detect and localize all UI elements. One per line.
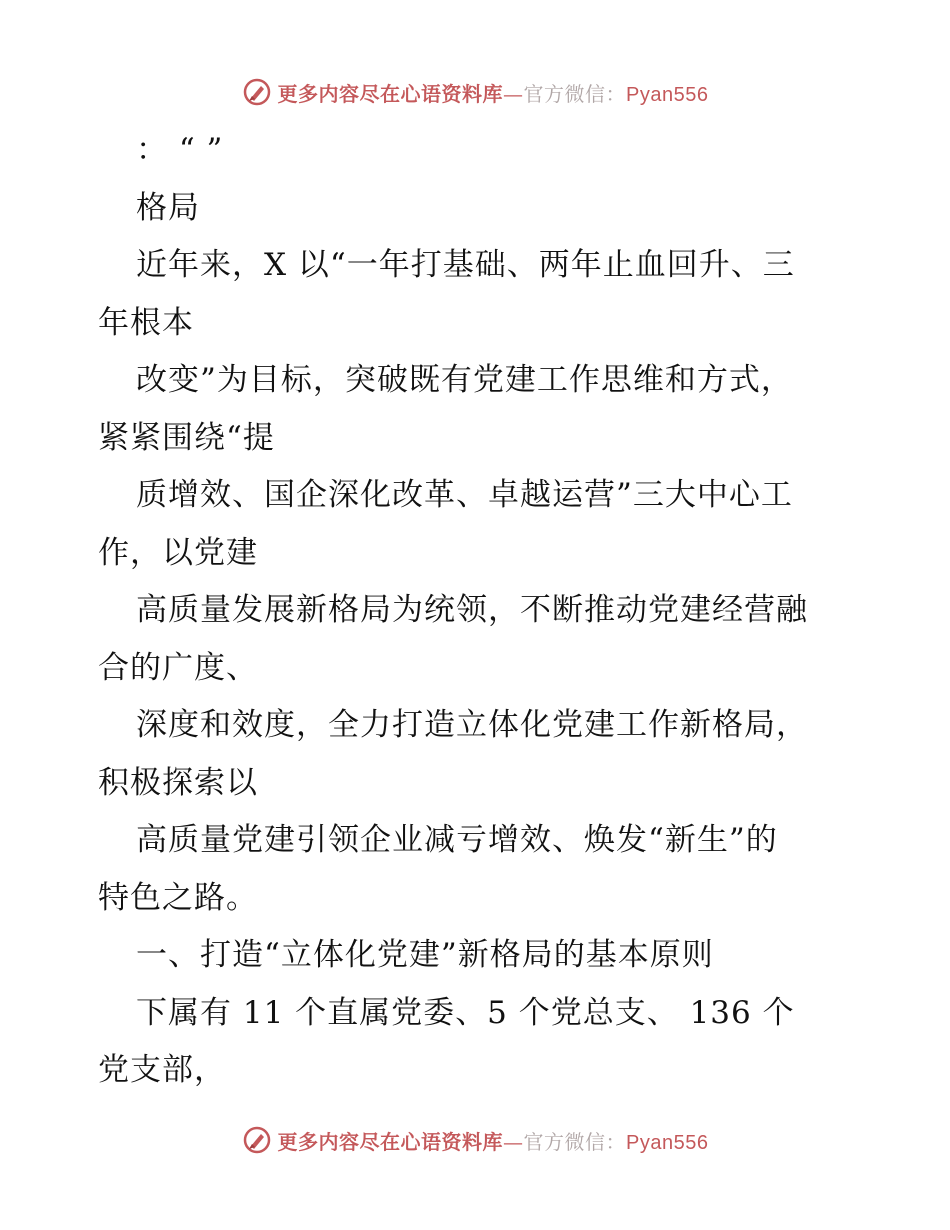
document-line: 下属有 11 个直属党委、5 个党总支、 136 个 <box>136 994 795 1031</box>
banner-wechat-label: 官方微信： <box>523 81 627 106</box>
document-line: 党支部， <box>98 1052 226 1088</box>
banner-separator: — <box>503 81 524 106</box>
document-line: 近年来，X 以“一年打基础、两年止血回升、三 <box>136 247 795 283</box>
banner-wechat-label: 官方微信： <box>523 1129 627 1154</box>
document-line: 格局 <box>136 189 200 226</box>
banner-text <box>278 1126 709 1155</box>
document-line: 高质量党建引领企业减亏增效、焕发“新生”的 <box>136 822 778 858</box>
header-banner <box>0 72 950 112</box>
document-line: 作，以党建 <box>98 534 258 571</box>
document-line: ： “ ” <box>136 132 224 168</box>
document-line: 深度和效度，全力打造立体化党建工作新格局， <box>136 707 808 743</box>
document-line: 高质量发展新格局为统领，不断推动党建经营融 <box>136 592 808 628</box>
document-line: 质增效、国企深化改革、卓越运营”三大中心工 <box>136 477 793 513</box>
pen-logo-icon <box>242 77 272 107</box>
document-line: 年根本 <box>98 304 194 341</box>
banner-text <box>278 78 709 107</box>
banner-main-text: 更多内容尽在心语资料库 <box>277 1129 504 1154</box>
document-line: 积极探索以 <box>98 764 258 801</box>
footer-banner <box>0 1120 950 1160</box>
document-body <box>98 122 858 1100</box>
document-line: 紧紧围绕“提 <box>98 419 275 456</box>
document-line: 合的广度、 <box>98 649 258 686</box>
document-line: 改变”为目标，突破既有党建工作思维和方式， <box>136 362 793 398</box>
pen-logo-icon <box>242 1125 272 1155</box>
document-line: 一、打造“立体化党建”新格局的基本原则 <box>136 937 714 973</box>
document-line: 特色之路。 <box>98 879 258 916</box>
banner-main-text: 更多内容尽在心语资料库 <box>277 81 504 106</box>
banner-wechat-id: Pyan556 <box>626 83 709 106</box>
banner-wechat-id: Pyan556 <box>626 1131 709 1154</box>
banner-separator: — <box>503 1129 524 1154</box>
